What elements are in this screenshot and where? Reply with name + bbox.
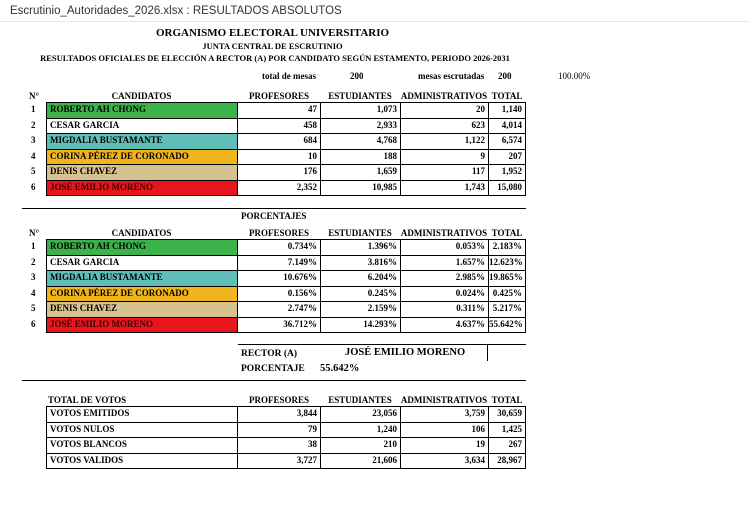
col-estudiantes: ESTUDIANTES: [328, 91, 392, 101]
estudiantes-value: 2,933: [320, 118, 401, 135]
votos-administrativos: 106: [400, 422, 489, 439]
col-administrativos-pct: ADMINISTRATIVOS: [400, 228, 488, 238]
votos-estudiantes: 1,240: [320, 422, 401, 439]
row-number: 2: [31, 256, 36, 267]
rector-divider: [487, 344, 488, 361]
candidate-name: JOSÉ EMILIO MORENO: [46, 317, 238, 334]
votos-total: 1,425: [488, 422, 526, 439]
row-number: 6: [31, 318, 36, 329]
profesores-value: 684: [237, 133, 321, 150]
candidate-name: ROBERTO AH CHONG: [46, 239, 238, 256]
administrativos-value: 1,122: [400, 133, 489, 150]
estudiantes-value: 0.245%: [320, 286, 401, 303]
estudiantes-value: 10,985: [320, 180, 401, 197]
row-number: 5: [31, 303, 36, 313]
estudiantes-value: 1,659: [320, 164, 401, 181]
total-value: 0.425%: [488, 286, 526, 303]
col-n: N°: [29, 91, 40, 101]
votos-row-label: VOTOS NULOS: [46, 422, 238, 439]
estudiantes-value: 2.159%: [320, 301, 401, 318]
rector-name: JOSÉ EMILIO MORENO: [345, 347, 466, 358]
file-title: Escrutinio_Autoridades_2026.xlsx : RESULTADOS ABSOLUTOS: [0, 0, 750, 22]
row-number: 4: [31, 150, 36, 161]
estudiantes-value: 14.293%: [320, 317, 401, 334]
profesores-value: 0.156%: [237, 286, 321, 303]
total-value: 207: [488, 149, 526, 166]
candidate-name: MIGDALIA BUSTAMANTE: [46, 270, 238, 287]
candidate-name: CESAR GARCIA: [46, 255, 238, 272]
row-number: 3: [31, 272, 36, 282]
total-value: 6,574: [488, 133, 526, 150]
votos-profesores: 38: [237, 437, 321, 454]
profesores-value: 10.676%: [237, 270, 321, 287]
mesas-percentage: 100.00%: [558, 71, 591, 81]
votos-administrativos: 3,759: [400, 406, 489, 423]
col-administrativos-votos: ADMINISTRATIVOS: [400, 395, 488, 405]
col-candidatos: CANDIDATOS: [111, 91, 172, 101]
mesas-escrutadas-label: mesas escrutadas: [418, 71, 485, 81]
rector-pct-value: 55.642%: [320, 363, 360, 374]
row-number: 4: [31, 287, 36, 298]
votos-row-label: VOTOS BLANCOS: [46, 437, 238, 454]
col-estudiantes-votos: ESTUDIANTES: [328, 395, 392, 405]
total-mesas-value: 200: [350, 71, 364, 81]
votos-administrativos: 19: [400, 437, 489, 454]
votos-profesores: 3,727: [237, 453, 321, 470]
col-profesores-votos: PROFESORES: [248, 395, 309, 405]
mesas-escrutadas-value: 200: [498, 71, 512, 81]
profesores-value: 47: [237, 102, 321, 119]
votos-row-label: VOTOS EMITIDOS: [46, 406, 238, 423]
spreadsheet: [0, 24, 750, 504]
profesores-value: 2,352: [237, 180, 321, 197]
votos-estudiantes: 21,606: [320, 453, 401, 470]
section-divider: [22, 208, 526, 209]
administrativos-value: 4.637%: [400, 317, 489, 334]
section-divider-2: [22, 380, 526, 381]
col-administrativos: ADMINISTRATIVOS: [400, 91, 488, 101]
profesores-value: 7.149%: [237, 255, 321, 272]
votos-total: 267: [488, 437, 526, 454]
row-number: 5: [31, 166, 36, 176]
administrativos-value: 0.053%: [400, 239, 489, 256]
profesores-value: 10: [237, 149, 321, 166]
estudiantes-value: 188: [320, 149, 401, 166]
candidate-name: CORINA PÉREZ DE CORONADO: [46, 149, 238, 166]
col-total-votos: TOTAL: [491, 395, 523, 405]
rector-top-line: [238, 344, 526, 345]
administrativos-value: 20: [400, 102, 489, 119]
total-mesas-label: total de mesas: [262, 71, 316, 81]
votos-total: 30,659: [488, 406, 526, 423]
administrativos-value: 9: [400, 149, 489, 166]
col-n-pct: N°: [29, 228, 40, 238]
estudiantes-value: 3.816%: [320, 255, 401, 272]
candidate-name: JOSÉ EMILIO MORENO: [46, 180, 238, 197]
candidate-name: MIGDALIA BUSTAMANTE: [46, 133, 238, 150]
candidate-name: DENIS CHAVEZ: [46, 301, 238, 318]
votos-profesores: 3,844: [237, 406, 321, 423]
porcentajes-title: PORCENTAJES: [241, 211, 307, 221]
administrativos-value: 117: [400, 164, 489, 181]
org-title: ORGANISMO ELECTORAL UNIVERSITARIO: [155, 27, 390, 39]
rector-label: RECTOR (A): [241, 349, 298, 359]
administrativos-value: 623: [400, 118, 489, 135]
col-total-pct: TOTAL: [491, 228, 523, 238]
candidate-name: ROBERTO AH CHONG: [46, 102, 238, 119]
candidate-name: DENIS CHAVEZ: [46, 164, 238, 181]
col-estudiantes-pct: ESTUDIANTES: [328, 228, 392, 238]
report-subtitle: RESULTADOS OFICIALES DE ELECCIÓN A RECTOR (A) POR CANDIDATO SEGÚN ESTAMENTO, PERIODO 2026-2031: [40, 53, 510, 63]
total-value: 1,952: [488, 164, 526, 181]
estudiantes-value: 4,768: [320, 133, 401, 150]
total-value: 55.642%: [488, 317, 526, 334]
total-value: 4,014: [488, 118, 526, 135]
total-value: 2.183%: [488, 239, 526, 256]
col-candidatos-pct: CANDIDATOS: [111, 228, 172, 238]
administrativos-value: 2.985%: [400, 270, 489, 287]
profesores-value: 2.747%: [237, 301, 321, 318]
candidate-name: CESAR GARCIA: [46, 118, 238, 135]
votos-total: 28,967: [488, 453, 526, 470]
row-number: 1: [31, 241, 36, 251]
profesores-value: 36.712%: [237, 317, 321, 334]
administrativos-value: 1,743: [400, 180, 489, 197]
total-value: 5.217%: [488, 301, 526, 318]
row-number: 3: [31, 135, 36, 145]
row-number: 6: [31, 181, 36, 192]
total-value: 19.865%: [488, 270, 526, 287]
total-value: 1,140: [488, 102, 526, 119]
total-value: 15,080: [488, 180, 526, 197]
profesores-value: 176: [237, 164, 321, 181]
candidate-name: CORINA PÉREZ DE CORONADO: [46, 286, 238, 303]
col-profesores-pct: PROFESORES: [248, 228, 309, 238]
row-number: 2: [31, 119, 36, 130]
col-total: TOTAL: [491, 91, 523, 101]
profesores-value: 0.734%: [237, 239, 321, 256]
administrativos-value: 1.657%: [400, 255, 489, 272]
estudiantes-value: 1.396%: [320, 239, 401, 256]
total-value: 12.623%: [488, 255, 526, 272]
col-profesores: PROFESORES: [248, 91, 309, 101]
votos-title: TOTAL DE VOTOS: [48, 395, 127, 405]
profesores-value: 458: [237, 118, 321, 135]
votos-estudiantes: 23,056: [320, 406, 401, 423]
junta-title: JUNTA CENTRAL DE ESCRUTINIO: [202, 41, 343, 51]
administrativos-value: 0.311%: [400, 301, 489, 318]
administrativos-value: 0.024%: [400, 286, 489, 303]
votos-row-label: VOTOS VALIDOS: [46, 453, 238, 470]
votos-estudiantes: 210: [320, 437, 401, 454]
estudiantes-value: 1,073: [320, 102, 401, 119]
votos-administrativos: 3,634: [400, 453, 489, 470]
estudiantes-value: 6.204%: [320, 270, 401, 287]
votos-profesores: 79: [237, 422, 321, 439]
row-number: 1: [31, 104, 36, 114]
rector-pct-label: PORCENTAJE: [241, 364, 305, 374]
